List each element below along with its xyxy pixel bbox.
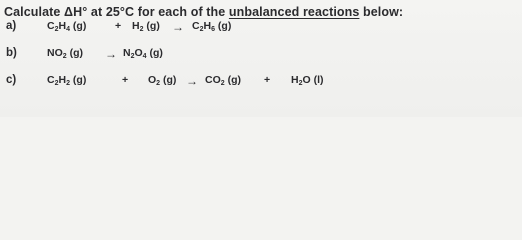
plus-sign: + bbox=[115, 20, 122, 32]
product-2: $H_2O$ (l) bbox=[291, 74, 324, 87]
product-1: $C_2H_6$ (g) bbox=[192, 20, 232, 33]
reactant-2: $H_2$ (g) bbox=[132, 20, 160, 33]
title-prefix: Calculate ΔH° at 25°C for each of the bbox=[4, 5, 229, 19]
title-underlined: unbalanced reactions bbox=[228, 5, 360, 19]
reaction-arrow: → bbox=[105, 47, 117, 61]
reactant-1: $C_2H_2$ (g) bbox=[47, 74, 87, 87]
reactant-2: $O_2$ (g) bbox=[148, 74, 177, 87]
product-1: $N_2O_4$ (g) bbox=[123, 47, 163, 60]
plus-sign: + bbox=[264, 74, 271, 86]
reaction-arrow: → bbox=[186, 74, 198, 88]
title-suffix: below: bbox=[359, 5, 404, 19]
reactant-1: $NO_2$ (g) bbox=[47, 47, 83, 60]
reaction-label: a) bbox=[6, 20, 17, 32]
question-title bbox=[4, 5, 403, 19]
reaction-arrow: → bbox=[172, 20, 184, 34]
worksheet-snippet bbox=[0, 0, 522, 117]
plus-sign: + bbox=[122, 74, 129, 86]
product-1: $CO_2$ (g) bbox=[205, 74, 241, 87]
reactant-1: $C_2H_4$ (g) bbox=[47, 20, 87, 33]
reaction-label: c) bbox=[6, 74, 17, 86]
reaction-label: b) bbox=[6, 47, 17, 59]
